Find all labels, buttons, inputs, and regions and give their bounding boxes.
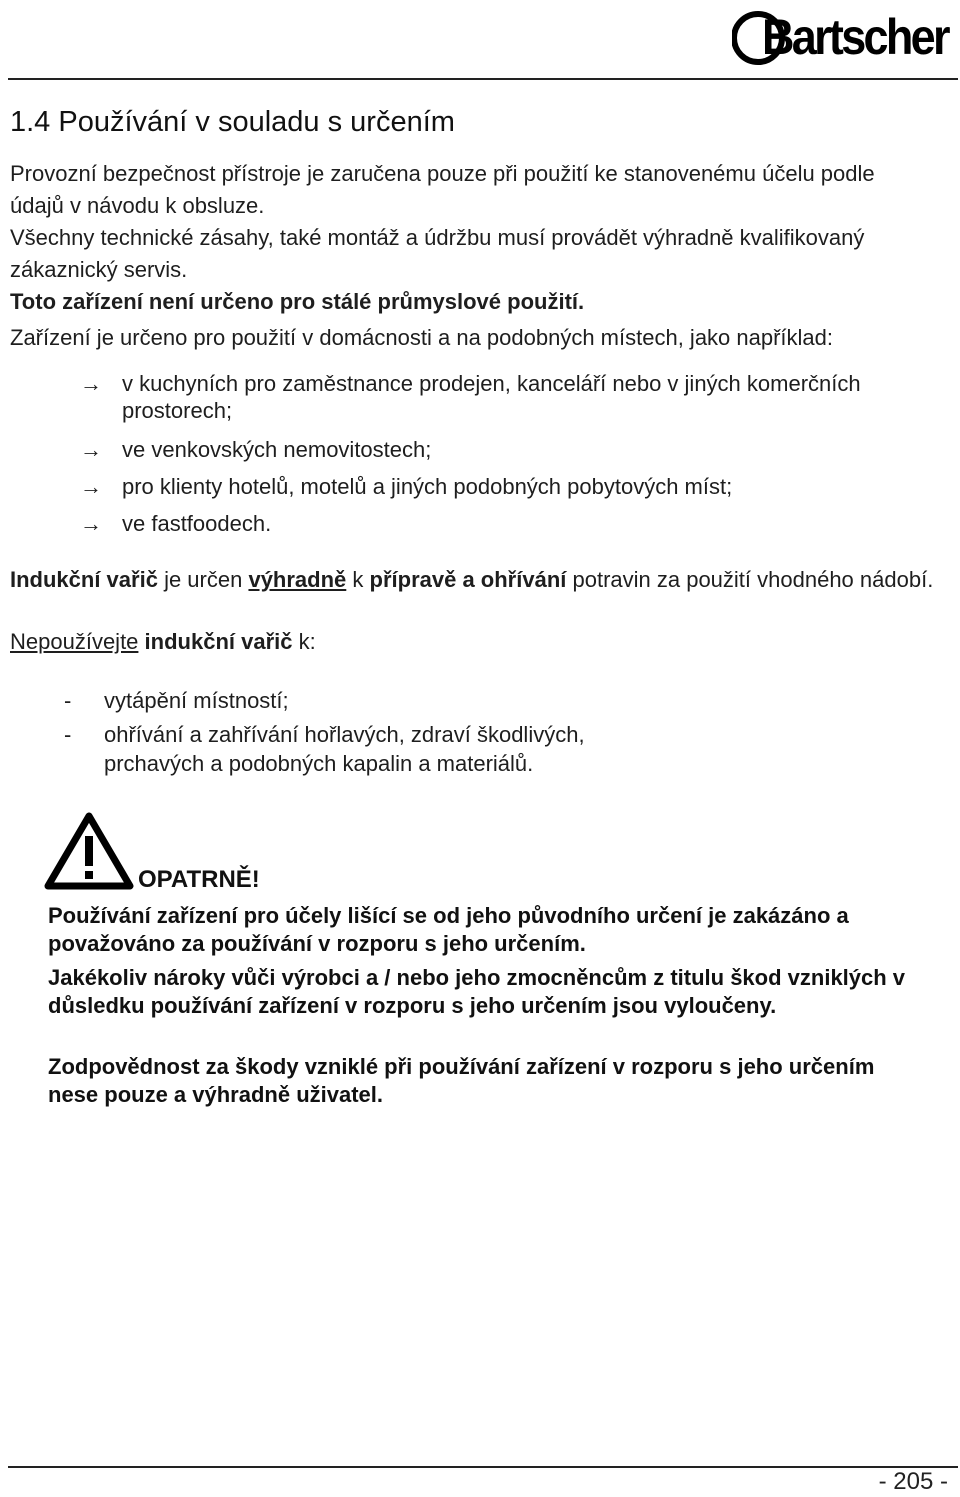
- arrow-icon: →: [80, 437, 102, 462]
- intended-text: k: [346, 567, 370, 592]
- do-not-use-label: Nepoužívejte: [10, 629, 139, 654]
- list-item-label: ve venkovských nemovitostech;: [122, 437, 432, 462]
- do-not-use-device: indukční vařič: [144, 629, 293, 654]
- section-heading: 1.4 Používání v souladu s určením: [10, 106, 455, 138]
- header-rule: [8, 78, 958, 80]
- list-item-label: ohřívání a zahřívání hořlavých, zdraví škodlivých, prchavých a podobných kapalin a materiálů.: [104, 722, 585, 776]
- do-not-use-text: k:: [292, 629, 316, 654]
- footer-rule: [8, 1466, 958, 1468]
- intended-device: Indukční vařič: [10, 567, 158, 592]
- arrow-icon: →: [80, 474, 102, 499]
- warning-title: OPATRNĚ!: [138, 866, 260, 893]
- paragraph-industrial: Toto zařízení není určeno pro stálé průmyslové použití.: [10, 289, 585, 314]
- dash-bullet: -: [64, 688, 72, 713]
- intended-text: potravin za použití vhodného nádobí.: [566, 567, 934, 592]
- page-number: - 205 -: [878, 1468, 948, 1495]
- warning-icon: [44, 810, 134, 890]
- warning-paragraph: Používání zařízení pro účely lišící se od jeho původního určení je zakázáno a považováno za používání v rozporu s jeho určením.: [48, 903, 849, 956]
- paragraph-intended-use: [10, 564, 950, 596]
- list-item-label: v kuchyních pro zaměstnance prodejen, kanceláří nebo v jiných komerčních prostorech;: [122, 371, 861, 423]
- intended-exclusive: výhradně: [248, 567, 347, 592]
- list-item-label: vytápění místností;: [104, 688, 289, 713]
- list-item-label: pro klienty hotelů, motelů a jiných podobných pobytových míst;: [122, 474, 733, 499]
- dash-bullet: -: [64, 722, 72, 747]
- intended-purpose: přípravě a ohřívání: [369, 567, 567, 592]
- paragraph-domestic: Zařízení je určeno pro použití v domácnosti a na podobných místech, jako například:: [10, 325, 834, 350]
- list-item-label: ve fastfoodech.: [122, 511, 272, 536]
- arrow-icon: →: [80, 371, 102, 396]
- paragraph-safety: Provozní bezpečnost přístroje je zaručena pouze při použití ke stanovenému účelu podle údajů v návodu k obsluze.: [10, 161, 875, 218]
- warning-paragraph: Zodpovědnost za škody vzniklé při používání zařízení v rozporu s jeho určením nese pouze a výhradně uživatel.: [48, 1054, 875, 1107]
- paragraph-do-not-use: [10, 626, 316, 658]
- intended-text: je určen: [157, 567, 249, 592]
- arrow-icon: →: [80, 511, 102, 536]
- paragraph-service: Všechny technické zásahy, také montáž a údržbu musí provádět výhradně kvalifikovaný zákaznický servis.: [10, 225, 865, 282]
- brand-name: Bartscher: [762, 9, 948, 65]
- warning-paragraph: Jakékoliv nároky vůči výrobci a / nebo jeho zmocněncům z titulu škod vzniklých v důsledku používání zařízení v rozporu s jeho určením jsou vyloučeny.: [48, 965, 906, 1018]
